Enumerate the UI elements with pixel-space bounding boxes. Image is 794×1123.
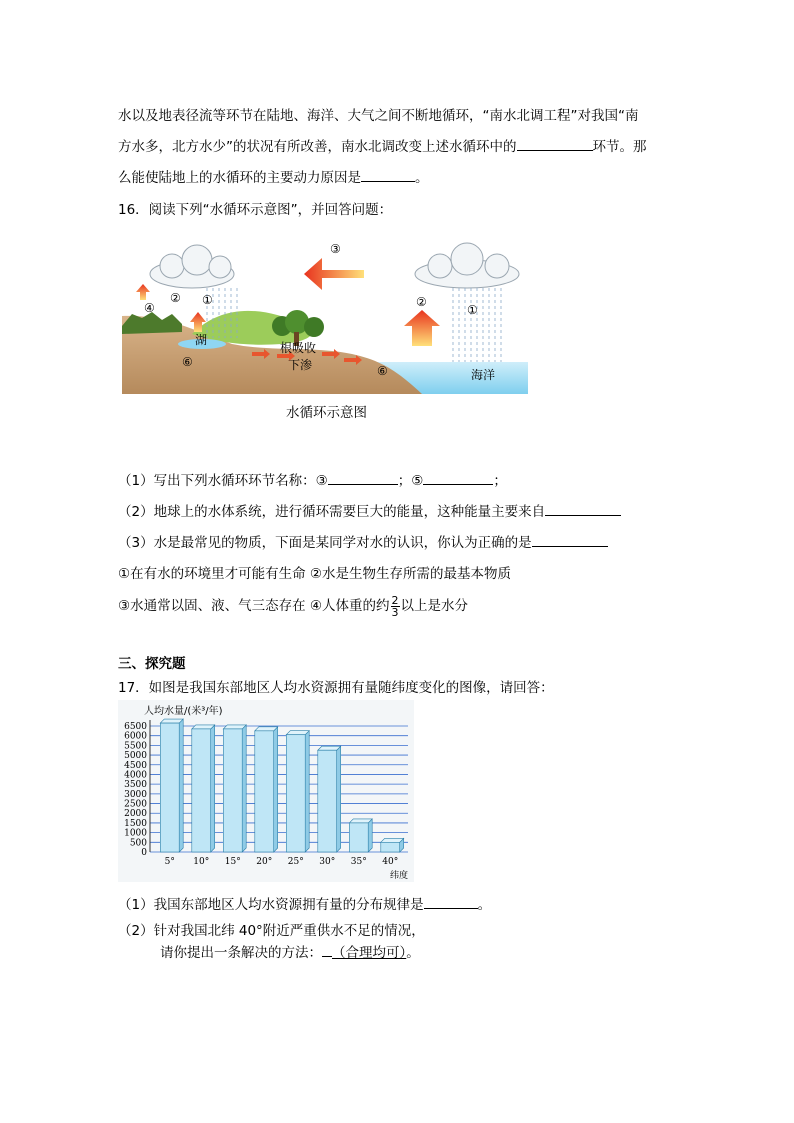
bar xyxy=(192,725,215,852)
label-2-right: ② xyxy=(416,295,427,309)
bar-front xyxy=(223,729,242,852)
label-root-absorb: 根吸收 xyxy=(280,341,317,355)
y-tick-label: 5000 xyxy=(124,751,147,762)
label-1-left: ① xyxy=(202,293,213,307)
x-tick-label: 20° xyxy=(256,857,273,867)
label-6-right: ⑥ xyxy=(377,364,388,378)
bar-front xyxy=(192,729,211,852)
intro-line-2: 方水多，北方水少”的状况有所改善，南水北调改变上述水循环中的 环节。那 xyxy=(118,135,647,155)
bar-front xyxy=(160,723,179,852)
q16-sub3: （3）水是最常见的物质，下面是某同学对水的认识，你认为正确的是 xyxy=(118,531,608,551)
forest-left xyxy=(122,312,182,334)
bar-side xyxy=(211,725,215,852)
x-tick-label: 30° xyxy=(319,857,336,867)
bar-side xyxy=(179,719,183,852)
bar-side xyxy=(274,727,278,852)
y-tick-label: 6500 xyxy=(124,722,147,732)
answer-blank[interactable] xyxy=(361,167,415,182)
y-tick-label: 2000 xyxy=(124,809,147,820)
bar xyxy=(381,838,404,852)
y-tick-label: 6000 xyxy=(124,731,147,742)
bar xyxy=(223,725,246,852)
answer-blank[interactable] xyxy=(517,136,593,151)
bar xyxy=(286,731,309,852)
y-tick-label: 3000 xyxy=(124,789,147,800)
label-3: ③ xyxy=(330,242,341,256)
x-tick-label: 5° xyxy=(164,857,175,867)
answer-blank[interactable] xyxy=(423,470,493,485)
label-1-right: ① xyxy=(467,303,478,317)
x-tick-label: 35° xyxy=(350,857,367,867)
rain-right xyxy=(452,286,504,362)
label-ocean: 海洋 xyxy=(471,368,496,382)
question-16-stem: 16．阅读下列“水循环示意图”，并回答问题： xyxy=(118,202,393,218)
bar-top xyxy=(349,819,372,823)
bar-side xyxy=(337,746,341,852)
bar-front xyxy=(381,842,400,852)
bar xyxy=(318,746,341,852)
y-tick-label: 4000 xyxy=(124,770,147,781)
bar-front xyxy=(349,823,368,852)
y-tick-label: 3500 xyxy=(124,780,147,791)
water-per-capita-chart xyxy=(118,700,414,882)
bar xyxy=(160,719,183,852)
chart-y-label: 人均水量/(米³/年) xyxy=(144,706,223,717)
answer-blank[interactable] xyxy=(328,470,398,485)
bar-front xyxy=(255,731,274,852)
bar-side xyxy=(242,725,246,852)
chart-x-label: 纬度 xyxy=(390,871,409,881)
label-infiltration: 下渗 xyxy=(288,358,313,372)
q16-sub2: （2）地球上的水体系统，进行循环需要巨大的能量，这种能量主要来自 xyxy=(118,500,621,520)
y-tick-label: 1500 xyxy=(124,818,147,829)
bar-front xyxy=(286,735,305,852)
y-tick-label: 0 xyxy=(141,848,147,858)
x-tick-label: 40° xyxy=(382,857,399,867)
q17-sub1: （1）我国东部地区人均水资源拥有量的分布规律是 。 xyxy=(118,893,491,913)
bar-side xyxy=(368,819,372,852)
x-tick-label: 25° xyxy=(287,857,304,867)
section-title: 三、探究题 xyxy=(118,656,186,672)
y-tick-label: 500 xyxy=(129,838,147,849)
intro-line-1: 水以及地表径流等环节在陆地、海洋、大气之间不断地循环，“南水北调工程”对我国“南 xyxy=(118,108,639,124)
x-tick-label: 10° xyxy=(193,857,210,867)
diagram-caption: 水循环示意图 xyxy=(286,405,367,421)
bar-side xyxy=(305,731,309,852)
fraction: $\frac{2}{3}$ xyxy=(391,593,399,619)
label-lake: 湖 xyxy=(195,333,208,347)
y-tick-label: 5500 xyxy=(124,741,147,752)
q17-sub2-line1: （2）针对我国北纬 40°附近严重供水不足的情况， xyxy=(118,923,425,939)
answer-blank[interactable] xyxy=(424,894,478,909)
label-2-left: ② xyxy=(170,291,181,305)
bar-top xyxy=(192,725,215,729)
answer-text: （合理均可） xyxy=(332,945,407,961)
q17-sub2-line2: 请你提出一条解决的方法： （合理均可）。 xyxy=(160,941,420,961)
q16-options-1-2: ①在有水的环境里才可能有生命 ②水是生物生存所需的最基本物质 xyxy=(118,566,511,582)
x-tick-label: 15° xyxy=(224,857,241,867)
answer-blank[interactable] xyxy=(532,532,608,547)
label-6-left: ⑥ xyxy=(182,355,193,369)
bar-top xyxy=(381,838,404,842)
bar-top xyxy=(318,746,341,750)
y-tick-label: 2500 xyxy=(124,799,147,810)
bar-top xyxy=(255,727,278,731)
bar-top xyxy=(160,719,183,723)
y-tick-label: 1000 xyxy=(124,828,147,839)
bar-top xyxy=(223,725,246,729)
bar-top xyxy=(286,731,309,735)
question-17-stem: 17．如图是我国东部地区人均水资源拥有量随纬度变化的图像，请回答： xyxy=(118,680,554,696)
bar xyxy=(255,727,278,852)
answer-blank[interactable] xyxy=(545,501,621,516)
water-cycle-diagram xyxy=(122,234,528,396)
q16-sub1: （1）写出下列水循环环节名称：③ ；⑤ ； xyxy=(118,469,507,489)
y-tick-label: 4500 xyxy=(124,760,147,771)
q16-options-3-4: ③水通常以固、液、气三态存在 ④人体重的约 $\frac{2}{3}$ 以上是水分 xyxy=(118,593,468,619)
intro-line-3: 么能使陆地上的水循环的主要动力原因是 。 xyxy=(118,166,429,186)
bar xyxy=(349,819,372,852)
bar-front xyxy=(318,750,337,852)
label-4: ④ xyxy=(144,301,155,315)
